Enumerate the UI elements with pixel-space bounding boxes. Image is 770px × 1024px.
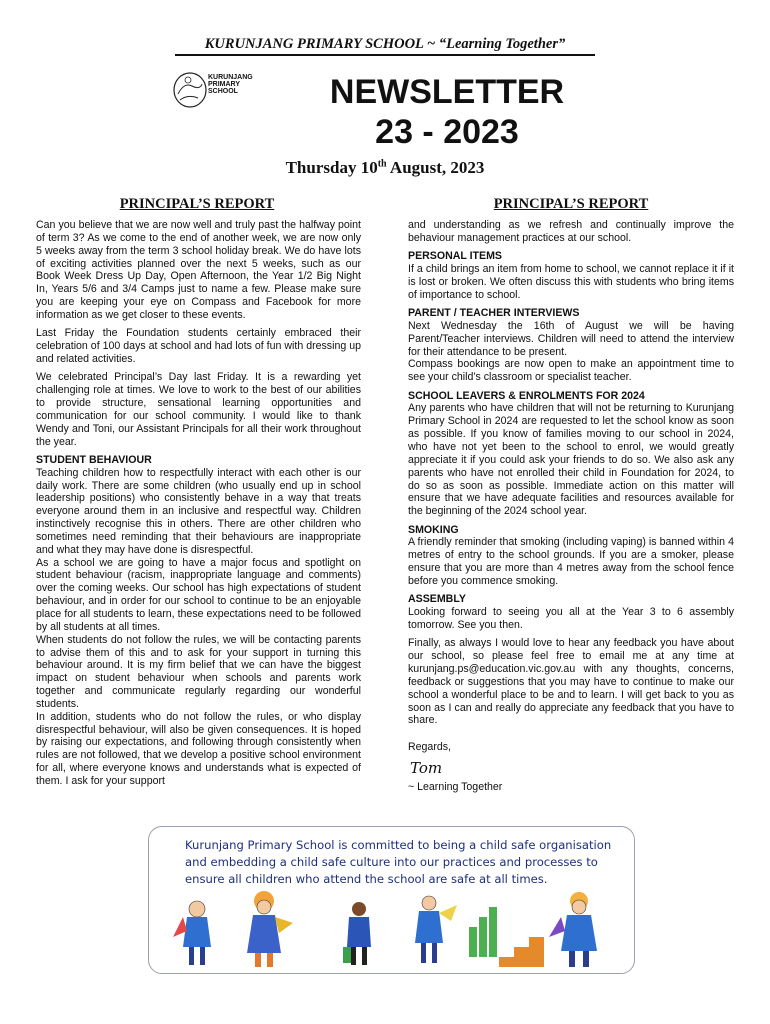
regards-text: Regards,	[408, 741, 451, 754]
signature: Tom	[410, 759, 443, 778]
interviews-section	[408, 307, 734, 384]
school-logo-text: KURUNJANG PRIMARY SCHOOL	[208, 74, 253, 95]
interviews-heading: PARENT / TEACHER INTERVIEWS	[408, 307, 580, 320]
child-safe-banner	[148, 826, 635, 974]
kid-figure	[173, 901, 211, 965]
newsletter-title	[250, 72, 644, 152]
behaviour-paragraph: As a school we are going to have a major focus and spotlight on student behaviour (racism, inappropriate language and comments) over the coming weeks. Our school has high expectations of student behaviour, and in order for our school to continue to be an enjoyable place for all students to learn, these expectations need to be followed by all students at all times.	[36, 556, 361, 633]
kid-figure	[343, 902, 371, 965]
kid-figure	[415, 896, 457, 963]
personal-items-section	[408, 250, 734, 301]
personal-items-text: If a child brings an item from home to school, we cannot replace it if it is lost or broken. We often discuss this with students who bring items of importance to school.	[408, 263, 734, 301]
growth-bars	[469, 907, 497, 957]
header-divider	[175, 54, 595, 56]
leavers-section	[408, 390, 734, 518]
smoking-text: A friendly reminder that smoking (including vaping) is banned within 4 metres of entry to the school grounds. If you are a smoker, please ensure that you are more than 4 metres away from the school fence before you commence smoking.	[408, 536, 734, 587]
personal-items-heading: PERSONAL ITEMS	[408, 250, 502, 263]
left-column	[36, 219, 361, 788]
child-safe-statement: Kurunjang Primary School is committed to being a child safe organisation and embedding a child safe culture into our practices and processes to ensure all children who attend the school are safe at all times.	[185, 838, 612, 886]
newsletter-date: Thursday 10th August, 2023	[285, 158, 485, 177]
assembly-text: Looking forward to seeing you all at the Year 3 to 6 assembly tomorrow. See you then.	[408, 606, 734, 631]
behaviour-paragraph: When students do not follow the rules, we will be contacting parents to advise them of this and to ask for your support in turning this behaviour around. It is my firm belief that we can have the biggest impact on student behaviour when schools and parents work together and communicate regularly regarding our wonderful students.	[36, 633, 361, 710]
foundation-paragraph: Last Friday the Foundation students certainly embraced their celebration of 100 days at school and had lots of fun with dressing up and related activities.	[36, 327, 361, 365]
right-column-heading: PRINCIPAL’S REPORT	[493, 196, 649, 212]
behaviour-paragraph: In addition, students who do not follow the rules, or who display disrespectful behaviour, will also be given consequences. It is hoped by raising our expectations, and following through consistently when rules are not followed, that we develop a positive school environment for all, where everyone knows and understands what is expected of them. I ask for your support	[36, 710, 361, 787]
smoking-heading: SMOKING	[408, 523, 459, 536]
title-text: NEWSLETTER	[329, 73, 565, 111]
signoff-text: ~ Learning Together	[408, 780, 503, 793]
kid-figure	[549, 892, 597, 967]
right-column	[408, 219, 734, 794]
assembly-section	[408, 593, 734, 632]
student-behaviour-heading: STUDENT BEHAVIOUR	[36, 453, 152, 466]
leavers-text: Any parents who have children that will not be returning to Kurunjang Primary School in 2024 are requested to let the school know as soon as possible. If you know of families moving to our school in 2024, who have not yet been to the school to enrol, we would greatly appreciate it if you could ask your friends to do so. We also ask any parents who have not enrolled their child in Foundation for 2024, to do so as soon as possible. Immediate action on this matter will ensure that we have adequate facilities and resources available for the beginning of the 2024 school year.	[408, 402, 734, 518]
intro-paragraph: Can you believe that we are now well and truly past the halfway point of term 3? As we come to the end of another week, we are now only 5 weeks away from the term 3 school holiday break. We do have lots of exciting activities planned over the next 5 weeks, such as our Book Week Dress Up Day, Open Afternoon, the Year 1/2 Big Night In, Years 5/6 and 3/4 Camps just to name a few. Please make sure you are keeping your eye on Compass and Facebook for more information as we get closer to these events.	[36, 219, 361, 321]
behaviour-paragraph: Teaching children how to respectfully interact with each other is our daily work. There are some children (who usually end up in school leadership positions) who consistently behave in a way that treats everyone around them in an inclusive and respectful way. Children instinctively recognise this in others. There are other children who sometimes need reminding that their behaviours are inappropriate and what they may have done is disrespectful.	[36, 466, 361, 556]
closing-paragraph: Finally, as always I would love to hear any feedback you have about our school, so please feel free to email me at any time at kurunjang.ps@education.vic.gov.au with any thoughts, concerns, feedback or suggestions that you may have to continue to make our school a wonderful place to be and to learn. I will get back to you as soon as I can and really do appreciate any feedback that you have to share.	[408, 637, 734, 727]
kid-figure	[247, 891, 293, 967]
assembly-heading: ASSEMBLY	[408, 593, 466, 606]
smoking-section	[408, 524, 734, 588]
school-motto-line: KURUNJANG PRIMARY SCHOOL ~ “Learning Together”	[204, 36, 566, 52]
principals-day-paragraph: We celebrated Principal’s Day last Friday. It is a rewarding yet challenging role at times. We love to work to the best of our abilities to provide structure, sensational learning opportunities and communication for our school community. I would like to thank Wendy and Toni, our Assistant Principals for all their work throughout the year.	[36, 371, 361, 448]
issue-number: 23 - 2023	[375, 113, 519, 151]
leavers-heading: SCHOOL LEAVERS & ENROLMENTS FOR 2024	[408, 389, 645, 402]
left-column-heading: PRINCIPAL’S REPORT	[119, 196, 275, 212]
superhero-kids-illustration	[169, 887, 619, 971]
interviews-text: Next Wednesday the 16th of August we will be having Parent/Teacher interviews. Children will need to attend the interview for their attendance to be present.	[408, 319, 734, 358]
continued-paragraph: and understanding as we refresh and continually improve the behaviour management practices at our school.	[408, 219, 734, 244]
stairs	[499, 937, 544, 967]
interviews-booking-text: Compass bookings are now open to make an appointment time to see your child’s classroom or specialist teacher.	[408, 358, 734, 384]
